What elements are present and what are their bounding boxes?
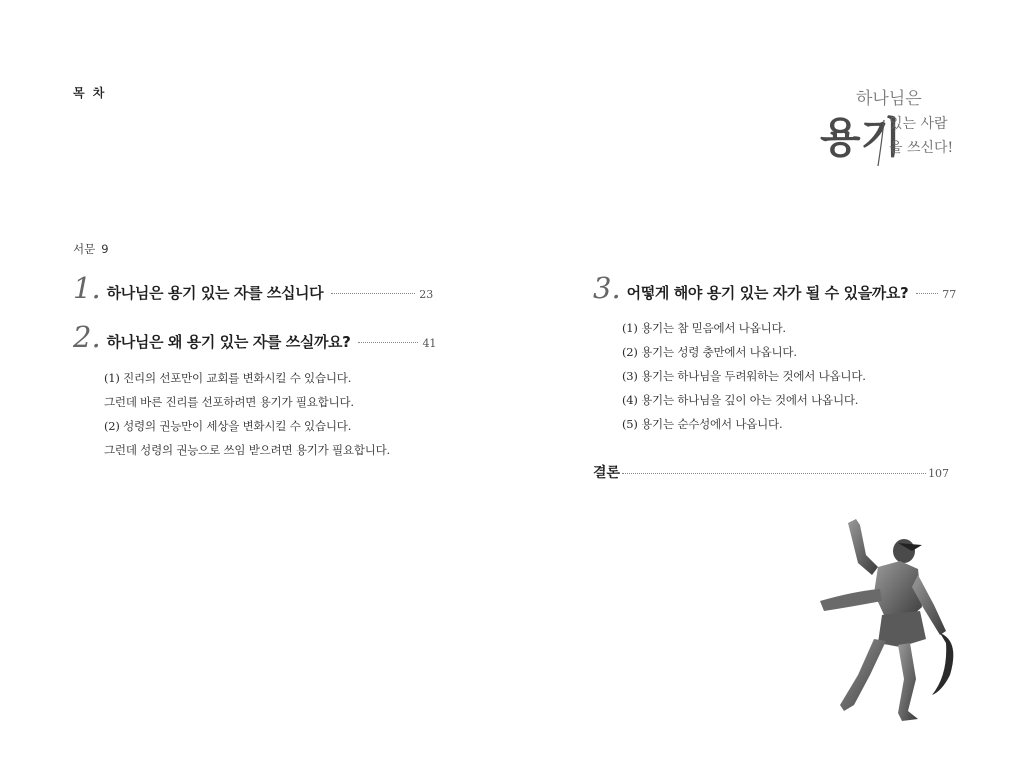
chapter-1-number: 1. [73, 271, 101, 305]
subsection-item[interactable]: (1) 용기는 참 믿음에서 나옵니다. [622, 321, 786, 335]
subsection-item[interactable]: (1) 진리의 선포만이 교회를 변화시킬 수 있습니다. [104, 371, 352, 385]
logo-line1: 하나님은 [856, 89, 922, 109]
chapter-3-number: 3. [593, 271, 621, 305]
preface-label: 서문 [73, 242, 96, 256]
chapter-2-title: 하나님은 왜 용기 있는 자를 쓰실까요? [106, 333, 351, 351]
preface-entry[interactable] [73, 241, 109, 257]
chapter-3-subsections [622, 316, 866, 436]
chapter-2-subsections [104, 366, 390, 462]
conclusion-page: 107 [928, 467, 950, 480]
subsection-item[interactable]: (2) 성령의 권능만이 세상을 변화시킬 수 있습니다. [104, 419, 352, 433]
toc-header: 목 차 [73, 86, 107, 100]
chapter-3-entry[interactable] [593, 271, 957, 305]
subsection-item[interactable]: 그런데 성령의 권능으로 쓰임 받으려면 용기가 필요합니다. [104, 443, 391, 457]
chapter-1-title: 하나님은 용기 있는 자를 쓰십니다 [106, 284, 324, 302]
logo-line3: 을 쓰신다! [889, 140, 953, 156]
chapter-3-title: 어떻게 해야 용기 있는 자가 될 수 있을까요? [626, 284, 909, 302]
subsection-item[interactable]: (5) 용기는 순수성에서 나옵니다. [622, 417, 783, 431]
chapter-1-page: 23 [419, 288, 434, 301]
warrior-illustration [800, 515, 970, 730]
conclusion-title: 결론 [593, 465, 621, 481]
subsection-item[interactable]: (2) 용기는 성령 충만에서 나옵니다. [622, 345, 797, 359]
chapter-2-entry[interactable] [73, 320, 437, 354]
logo-line2: 있는 사람 [889, 116, 948, 132]
chapter-3-leader [916, 293, 938, 294]
conclusion-entry[interactable] [593, 462, 949, 482]
chapter-1-leader [331, 293, 415, 294]
logo-big: 용기 [820, 113, 902, 162]
book-title-logo [818, 80, 953, 170]
conclusion-leader [622, 473, 926, 474]
subsection-item[interactable]: 그런데 바른 진리를 선포하려면 용기가 필요합니다. [104, 395, 354, 409]
subsection-item[interactable]: (4) 용기는 하나님을 깊이 아는 것에서 나옵니다. [622, 393, 859, 407]
preface-page: 9 [101, 242, 109, 256]
chapter-3-page: 77 [942, 288, 957, 301]
chapter-2-number: 2. [73, 320, 101, 354]
chapter-2-leader [358, 342, 418, 343]
chapter-1-entry[interactable] [73, 271, 434, 305]
subsection-item[interactable]: (3) 용기는 하나님을 두려워하는 것에서 나옵니다. [622, 369, 866, 383]
chapter-2-page: 41 [422, 337, 437, 350]
